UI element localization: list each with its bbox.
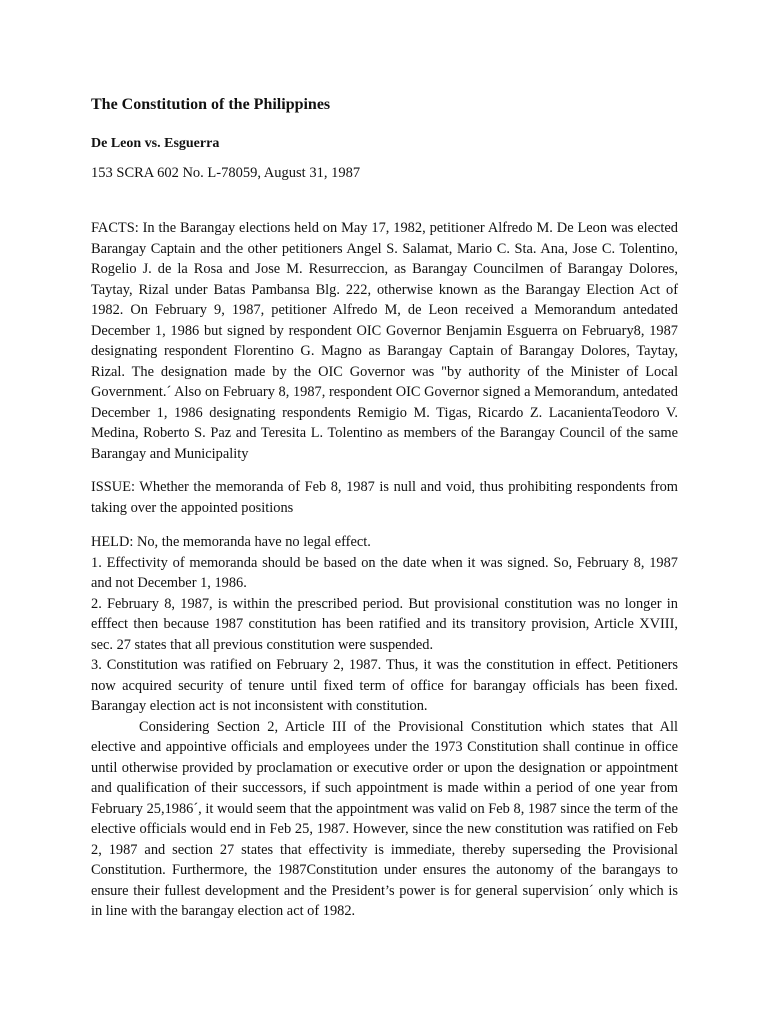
facts-paragraph: FACTS: In the Barangay elections held on May 17, 1982, petitioner Alfredo M. De Leon was elected Barangay Captain and the other petitioners Angel S. Salamat, Mario C. Sta. Ana, Jose C. Tolentino, Rogelio J. de la Rosa and Jose M. Resurreccion, as Barangay Councilmen of Barangay Dolores, Taytay, Rizal under Batas Pambansa Blg. 222, otherwise known as the Barangay Election Act of 1982. On February 9, 1987, petitioner Alfredo M, de Leon received a Memorandum antedated December 1, 1986 but signed by respondent OIC Governor Benjamin Esguerra on February8, 1987 designating respondent Florentino G. Magno as Barangay Captain of Barangay Dolores, Taytay, Rizal. The designation made by the OIC Governor was "by authority of the Minister of Local Government.´ Also on February 8, 1987, respondent OIC Governor signed a Memorandum, antedated December 1, 1986 designating respondents Remigio M. Tigas, Ricardo Z. LacanientaTeodoro V. Medina, Roberto S. Paz and Teresita L. Tolentino as members of the Barangay Council of the same Barangay and Municipality: [91, 220, 678, 462]
held-point-2: 2. February 8, 1987, is within the prescribed period. But provisional constitution was no longer in efffect then because 1987 constitution has been ratified and its transitory provision, Article XVIII, sec. 27 states that all previous constitution were suspended.: [91, 595, 678, 653]
issue-paragraph: ISSUE: Whether the memoranda of Feb 8, 1987 is null and void, thus prohibiting respondents from taking over the appointed positions: [91, 479, 678, 516]
document-page: [91, 94, 678, 922]
held-paragraph: HELD: No, the memoranda have no legal effect.: [91, 534, 371, 550]
discussion-paragraph: Considering Section 2, Article III of the Provisional Constitution which states that All elective and appointive officials and employees under the 1973 Constitution shall continue in office until otherwise provided by proclamation or executive order or upon the designation or appointment and qualification of their successors, if such appointment is made within a period of one year from February 25,1986´, it would seem that the appointment was valid on Feb 8, 1987 since the term of the elective officials would end in Feb 25, 1987. However, since the new constitution was ratified on Feb 2, 1987 and section 27 states that effectivity is immediate, thereby superseding the Provisional Constitution. Furthermore, the 1987Constitution under ensures the autonomy of the barangays to ensure their fullest development and the President’s power is for general supervision´ only which is in line with the barangay election act of 1982.: [91, 718, 678, 919]
held-point-3: 3. Constitution was ratified on February 2, 1987. Thus, it was the constitution in effect. Petitioners now acquired security of tenure until fixed term of office for barangay officials has been fixed. Barangay election act is not inconsistent with constitution.: [91, 657, 678, 714]
held-point-1: 1. Effectivity of memoranda should be based on the date when it was signed. So, February 8, 1987 and not December 1, 1986.: [91, 554, 678, 591]
case-citation: 153 SCRA 602 No. L-78059, August 31, 1987: [91, 165, 361, 181]
document-title: The Constitution of the Philippines: [91, 96, 331, 113]
case-name: De Leon vs. Esguerra: [91, 136, 220, 151]
